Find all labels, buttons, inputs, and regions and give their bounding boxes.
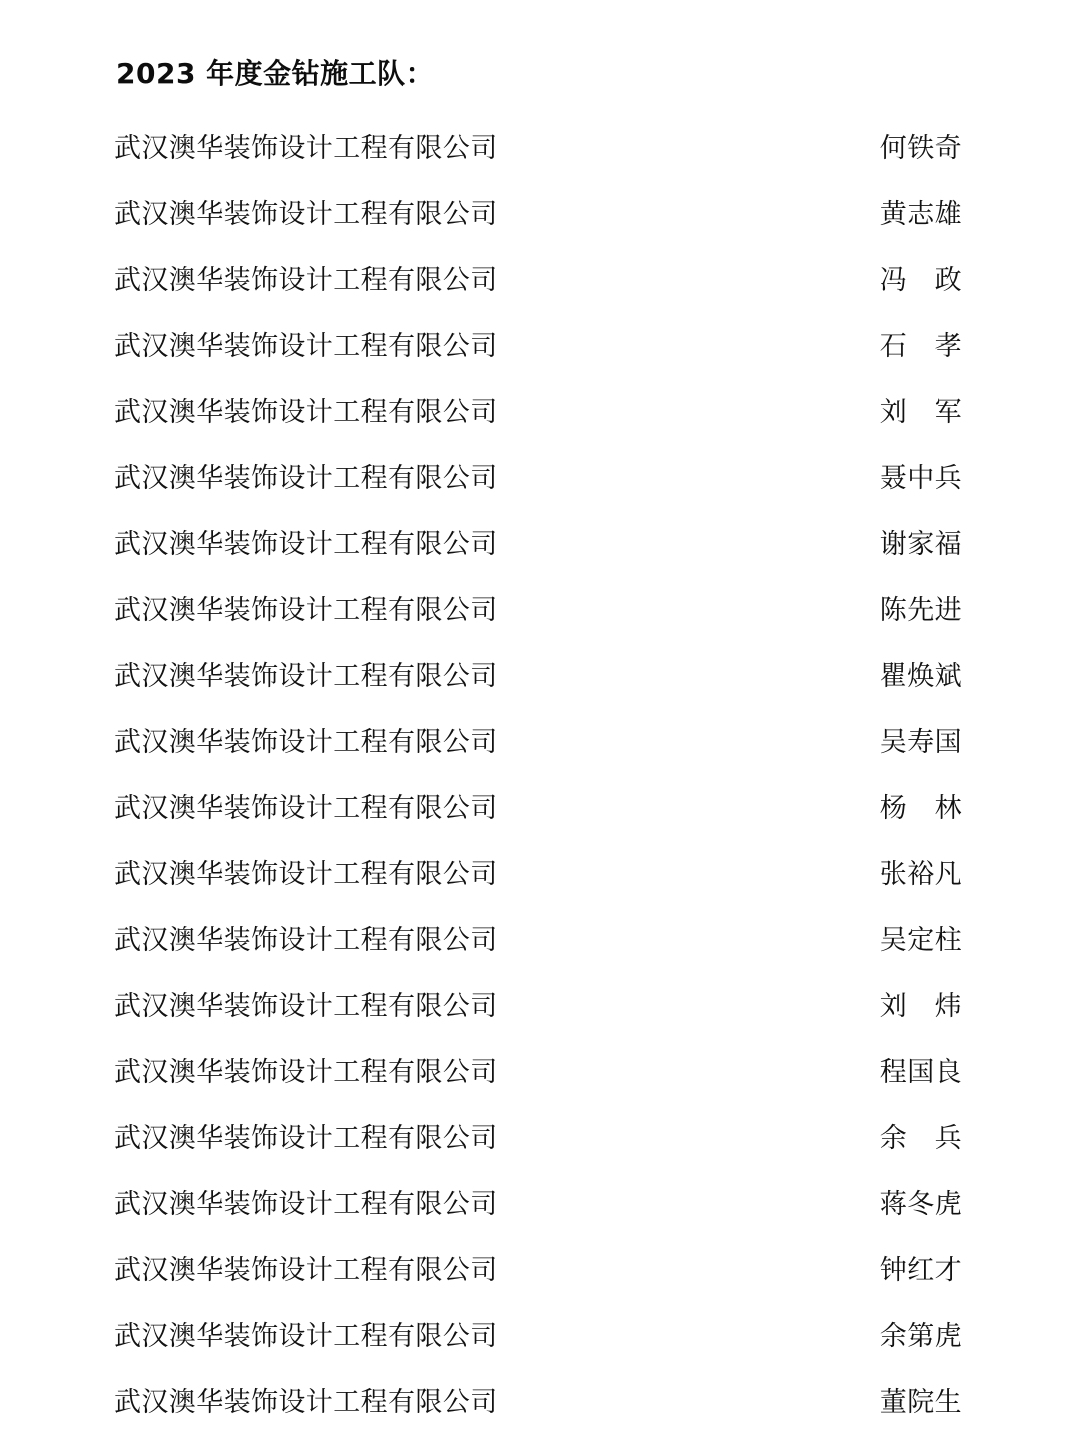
company-name: 武汉澳华装饰设计工程有限公司 bbox=[114, 925, 498, 956]
person-name: 程国良 bbox=[879, 1057, 962, 1088]
roster-row bbox=[114, 1171, 962, 1237]
person-name: 黄志雄 bbox=[879, 199, 962, 230]
roster-row bbox=[114, 1105, 962, 1171]
company-name: 武汉澳华装饰设计工程有限公司 bbox=[114, 727, 498, 758]
company-name: 武汉澳华装饰设计工程有限公司 bbox=[114, 595, 498, 626]
company-name: 武汉澳华装饰设计工程有限公司 bbox=[114, 1189, 498, 1220]
roster-row bbox=[114, 247, 962, 313]
roster-row bbox=[114, 775, 962, 841]
roster-row bbox=[114, 841, 962, 907]
person-name: 瞿焕斌 bbox=[879, 661, 962, 692]
person-name: 吴定柱 bbox=[879, 925, 962, 956]
person-name: 石 孝 bbox=[879, 331, 962, 362]
roster-row bbox=[114, 1369, 962, 1435]
company-name: 武汉澳华装饰设计工程有限公司 bbox=[114, 529, 498, 560]
person-name: 吴寿国 bbox=[879, 727, 962, 758]
person-name: 杨 林 bbox=[879, 793, 962, 824]
company-name: 武汉澳华装饰设计工程有限公司 bbox=[114, 1123, 498, 1154]
company-name: 武汉澳华装饰设计工程有限公司 bbox=[114, 397, 498, 428]
roster-row bbox=[114, 577, 962, 643]
roster-row bbox=[114, 445, 962, 511]
person-name: 谢家福 bbox=[879, 529, 962, 560]
company-name: 武汉澳华装饰设计工程有限公司 bbox=[114, 199, 498, 230]
company-name: 武汉澳华装饰设计工程有限公司 bbox=[114, 133, 498, 164]
company-name: 武汉澳华装饰设计工程有限公司 bbox=[114, 859, 498, 890]
roster-row bbox=[114, 313, 962, 379]
roster-row bbox=[114, 1237, 962, 1303]
person-name: 何铁奇 bbox=[879, 133, 962, 164]
roster-list bbox=[114, 115, 962, 1435]
company-name: 武汉澳华装饰设计工程有限公司 bbox=[114, 1321, 498, 1352]
person-name: 余 兵 bbox=[879, 1123, 962, 1154]
roster-row bbox=[114, 1303, 962, 1369]
roster-row bbox=[114, 379, 962, 445]
person-name: 张裕凡 bbox=[879, 859, 962, 890]
company-name: 武汉澳华装饰设计工程有限公司 bbox=[114, 463, 498, 494]
page-title: 2023 年度金钻施工队： bbox=[116, 57, 435, 90]
roster-row bbox=[114, 1039, 962, 1105]
company-name: 武汉澳华装饰设计工程有限公司 bbox=[114, 793, 498, 824]
roster-row bbox=[114, 181, 962, 247]
company-name: 武汉澳华装饰设计工程有限公司 bbox=[114, 331, 498, 362]
person-name: 刘 军 bbox=[879, 397, 962, 428]
company-name: 武汉澳华装饰设计工程有限公司 bbox=[114, 1255, 498, 1286]
roster-row bbox=[114, 907, 962, 973]
roster-row bbox=[114, 973, 962, 1039]
person-name: 钟红才 bbox=[879, 1255, 962, 1286]
roster-row bbox=[114, 643, 962, 709]
company-name: 武汉澳华装饰设计工程有限公司 bbox=[114, 1387, 498, 1418]
person-name: 冯 政 bbox=[879, 265, 962, 296]
person-name: 聂中兵 bbox=[879, 463, 962, 494]
roster-row bbox=[114, 511, 962, 577]
company-name: 武汉澳华装饰设计工程有限公司 bbox=[114, 991, 498, 1022]
person-name: 蒋冬虎 bbox=[879, 1189, 962, 1220]
person-name: 余第虎 bbox=[879, 1321, 962, 1352]
person-name: 董院生 bbox=[879, 1387, 962, 1418]
person-name: 陈先进 bbox=[879, 595, 962, 626]
company-name: 武汉澳华装饰设计工程有限公司 bbox=[114, 661, 498, 692]
person-name: 刘 炜 bbox=[879, 991, 962, 1022]
company-name: 武汉澳华装饰设计工程有限公司 bbox=[114, 265, 498, 296]
roster-row bbox=[114, 709, 962, 775]
roster-row bbox=[114, 115, 962, 181]
company-name: 武汉澳华装饰设计工程有限公司 bbox=[114, 1057, 498, 1088]
